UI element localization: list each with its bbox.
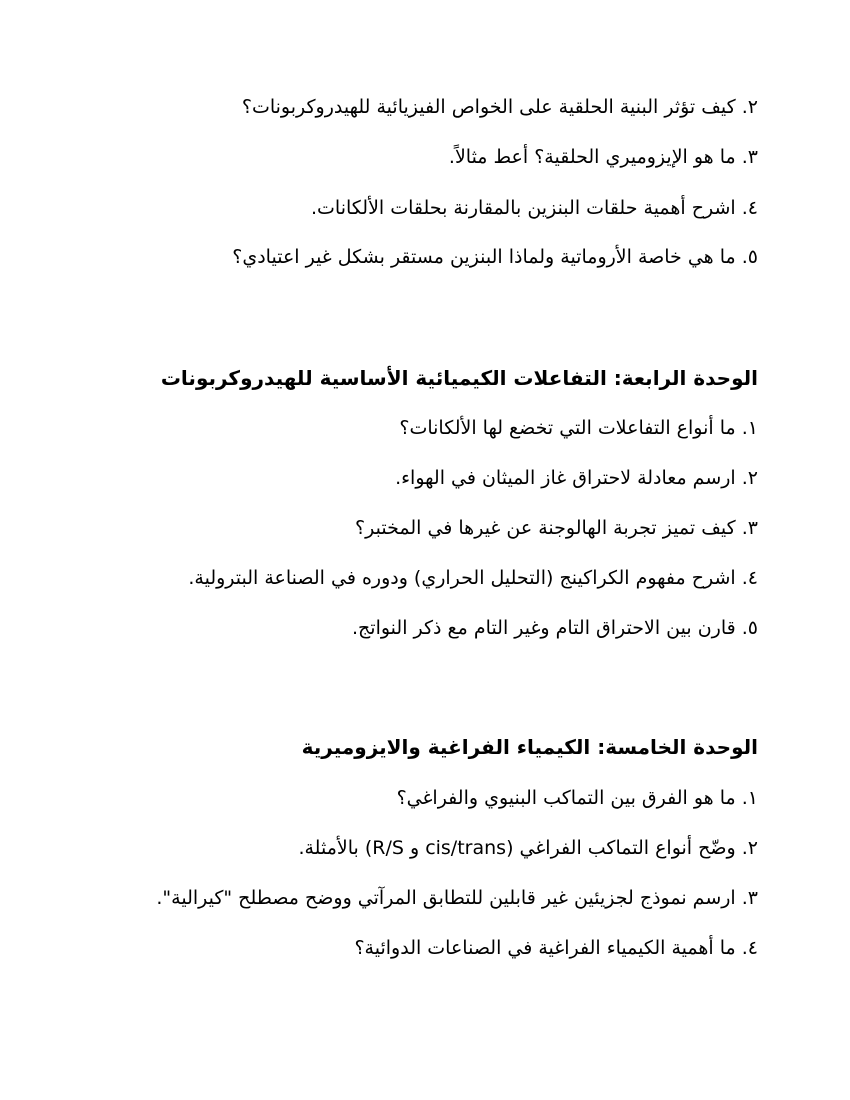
section-heading-unit-4: الوحدة الرابعة: التفاعلات الكيميائية الأساسية للهيدروكربونات — [160, 366, 758, 390]
question-item: ٥. ما هي خاصة الأروماتية ولماذا البنزين مستقر بشكل غير اعتيادي؟ — [232, 246, 758, 268]
question-item: ٢. ارسم معادلة لاحتراق غاز الميثان في الهواء. — [395, 467, 758, 489]
question-item: ١. ما هو الفرق بين التماكب البنيوي والفراغي؟ — [396, 787, 758, 809]
question-item: ٣. ما هو الإيزوميري الحلقية؟ أعط مثالاً. — [448, 146, 758, 168]
question-item: ٤. اشرح أهمية حلقات البنزين بالمقارنة بحلقات الألكانات. — [311, 197, 758, 219]
question-item: ٢. كيف تؤثر البنية الحلقية على الخواص الفيزيائية للهيدروكربونات؟ — [241, 96, 758, 118]
question-item: ٣. ارسم نموذج لجزيئين غير قابلين للتطابق المرآتي ووضح مصطلح "كيرالية". — [156, 887, 758, 909]
section-heading-unit-5: الوحدة الخامسة: الكيمياء الفراغية والايزوميرية — [301, 735, 758, 759]
question-item: ١. ما أنواع التفاعلات التي تخضع لها الألكانات؟ — [399, 417, 758, 439]
question-item: ٢. وضّح أنواع التماكب الفراغي (cis/trans و R/S) بالأمثلة. — [298, 837, 758, 859]
question-item: ٣. كيف تميز تجربة الهالوجنة عن غيرها في المختبر؟ — [355, 517, 758, 539]
question-item: ٤. اشرح مفهوم الكراكينج (التحليل الحراري) ودوره في الصناعة البترولية. — [188, 567, 758, 589]
question-item: ٤. ما أهمية الكيمياء الفراغية في الصناعات الدوائية؟ — [354, 937, 758, 959]
question-item: ٥. قارن بين الاحتراق التام وغير التام مع ذكر النواتج. — [352, 617, 758, 639]
